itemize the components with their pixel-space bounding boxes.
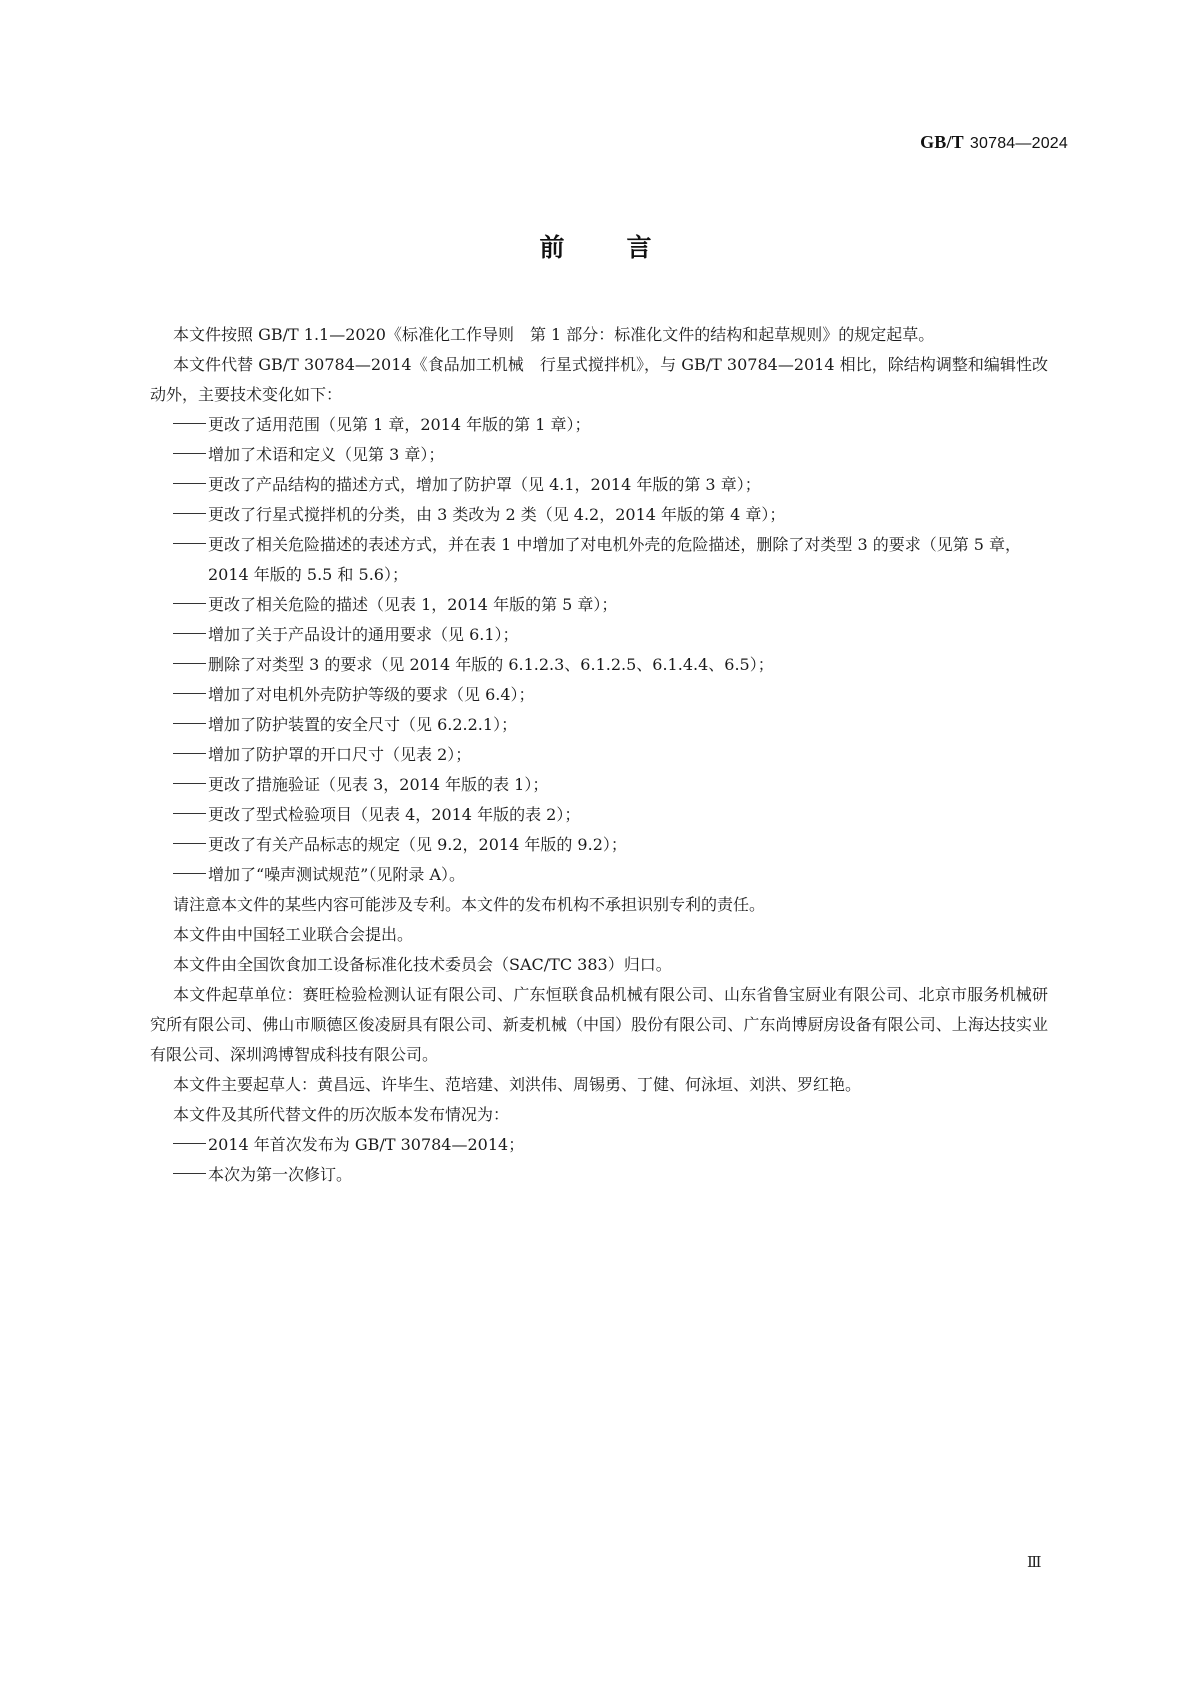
dash-marker: [173, 600, 208, 610]
dash-marker: [173, 480, 208, 490]
history-item: 本次为第一次修订。: [150, 1160, 1048, 1190]
title-char-2: 言: [626, 233, 652, 262]
standard-prefix: GB/T: [920, 132, 964, 152]
change-item: 更改了型式检验项目（见表 4，2014 年版的表 2）；: [150, 800, 1048, 830]
change-item: 更改了产品结构的描述方式，增加了防护罩（见 4.1，2014 年版的第 3 章）；: [150, 470, 1048, 500]
dash-marker: [173, 690, 208, 700]
dash-marker: [173, 1140, 208, 1150]
dash-marker: [173, 540, 208, 550]
dash-marker: [173, 1170, 208, 1180]
paragraph-replacement: 本文件代替 GB/T 30784—2014《食品加工机械 行星式搅拌机》，与 GB/T 30784—2014 相比，除结构调整和编辑性改动外，主要技术变化如下：: [150, 355, 1048, 404]
foreword-body: [150, 320, 1048, 1190]
dash-marker: [173, 720, 208, 730]
dash-marker: [173, 660, 208, 670]
dash-marker: [173, 630, 208, 640]
change-item: 更改了适用范围（见第 1 章，2014 年版的第 1 章）；: [150, 410, 1048, 440]
change-item: 更改了相关危险的描述（见表 1，2014 年版的第 5 章）；: [150, 590, 1048, 620]
dash-marker: [173, 870, 208, 880]
dash-marker: [173, 510, 208, 520]
change-item: 增加了防护装置的安全尺寸（见 6.2.2.1）；: [150, 710, 1048, 740]
standard-code: [920, 132, 1068, 153]
change-item: 增加了关于产品设计的通用要求（见 6.1）；: [150, 620, 1048, 650]
change-item: 增加了“噪声测试规范”（见附录 A）。: [150, 860, 1048, 890]
change-item: 增加了术语和定义（见第 3 章）；: [150, 440, 1048, 470]
page-number: Ⅲ: [1027, 1555, 1041, 1571]
change-item: 更改了行星式搅拌机的分类，由 3 类改为 2 类（见 4.2，2014 年版的第 4 章）；: [150, 500, 1048, 530]
dash-marker: [173, 780, 208, 790]
change-item: 更改了措施验证（见表 3，2014 年版的表 1）；: [150, 770, 1048, 800]
paragraph-patent-notice: 请注意本文件的某些内容可能涉及专利。本文件的发布机构不承担识别专利的责任。: [173, 895, 766, 914]
change-item: 更改了相关危险描述的表述方式，并在表 1 中增加了对电机外壳的危险描述，删除了对类型 3 的要求（见第 5 章，2014 年版的 5.5 和 5.6）；: [150, 530, 1048, 590]
paragraph-proposed-by: 本文件由中国轻工业联合会提出。: [173, 925, 414, 944]
change-item: 更改了有关产品标志的规定（见 9.2，2014 年版的 9.2）；: [150, 830, 1048, 860]
dash-marker: [173, 810, 208, 820]
dash-marker: [173, 450, 208, 460]
page-title: [0, 228, 1191, 264]
title-char-1: 前: [539, 233, 565, 262]
paragraph-drafters: 本文件主要起草人：黄昌远、许毕生、范培建、刘洪伟、周锡勇、丁健、何泳垣、刘洪、罗红艳。: [173, 1075, 862, 1094]
dash-marker: [173, 750, 208, 760]
paragraph-drafting-units: 本文件起草单位：赛旺检验检测认证有限公司、广东恒联食品机械有限公司、山东省鲁宝厨业有限公司、北京市服务机械研究所有限公司、佛山市顺德区俊凌厨具有限公司、新麦机械（中国）股份有限公司、广东尚博厨房设备有限公司、上海达技实业有限公司、深圳鸿博智成科技有限公司。: [150, 985, 1048, 1064]
dash-marker: [173, 840, 208, 850]
dash-marker: [173, 420, 208, 430]
change-item: 删除了对类型 3 的要求（见 2014 年版的 6.1.2.3、6.1.2.5、6.1.4.4、6.5）；: [150, 650, 1048, 680]
history-item: 2014 年首次发布为 GB/T 30784—2014；: [150, 1130, 1048, 1160]
change-item: 增加了对电机外壳防护等级的要求（见 6.4）；: [150, 680, 1048, 710]
change-item: 增加了防护罩的开口尺寸（见表 2）；: [150, 740, 1048, 770]
standard-number: 30784—2024: [969, 135, 1068, 152]
paragraph-history: 本文件及其所代替文件的历次版本发布情况为：: [173, 1105, 510, 1124]
paragraph-drafting-rules: 本文件按照 GB/T 1.1—2020《标准化工作导则 第 1 部分：标准化文件的结构和起草规则》的规定起草。: [173, 325, 935, 344]
paragraph-committee: 本文件由全国饮食加工设备标准化技术委员会（SAC/TC 383）归口。: [173, 955, 672, 974]
